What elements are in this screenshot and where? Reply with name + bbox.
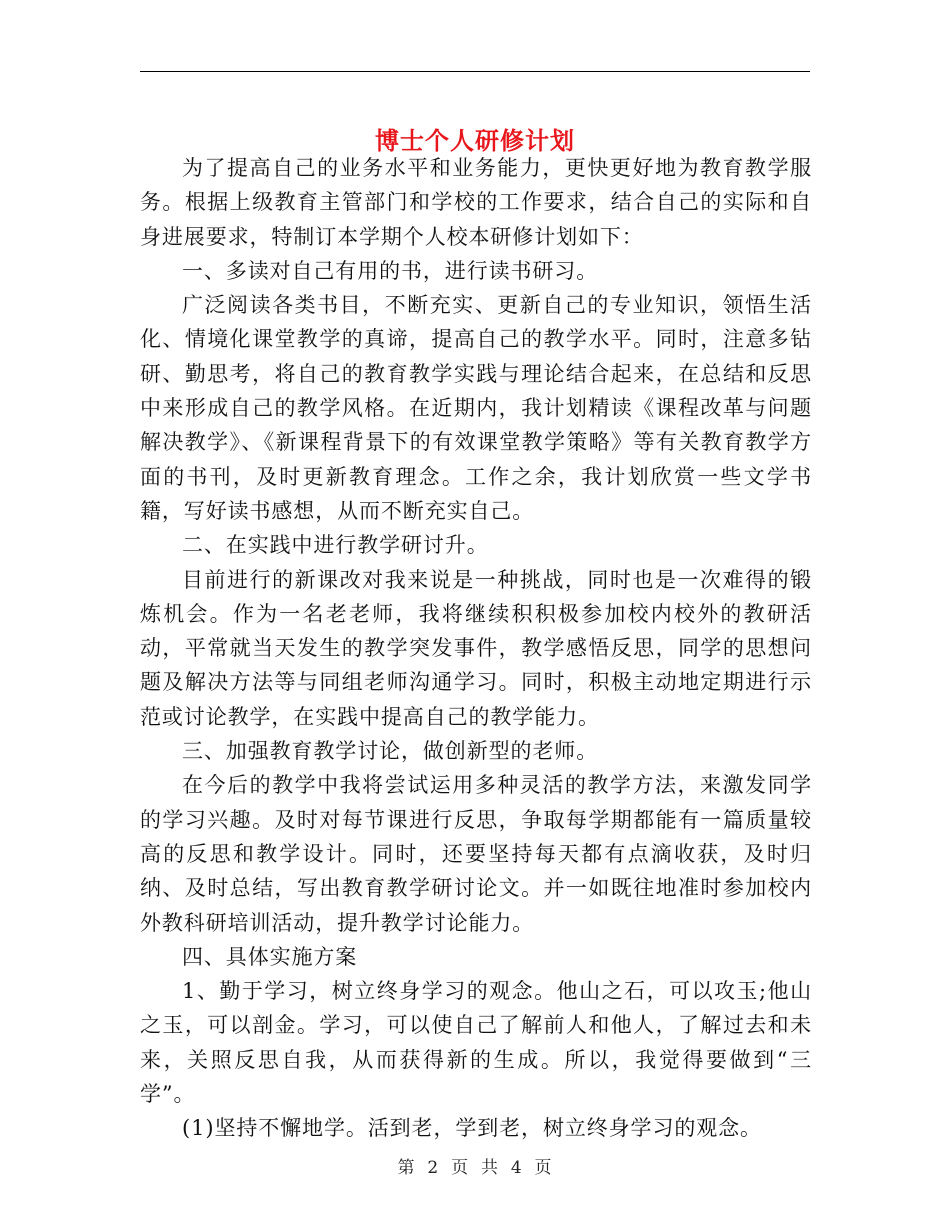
document-title: 博士个人研修计划 xyxy=(375,126,575,156)
paragraph-practice: 目前进行的新课改对我来说是一种挑战，同时也是一次难得的锻炼机会。作为一名老老师，我将继续积积极参加校内校外的教研活动，平常就当天发生的教学突发事件，教学感悟反思，同学的思想问题及解决方法等与同组老师沟通学习。同时，积极主动地定期进行示范或讨论教学，在实践中提高自己的教学能力。 xyxy=(140,567,812,729)
paragraph-reading: 广泛阅读各类书目，不断充实、更新自己的专业知识，领悟生活化、情境化课堂教学的真谛，提高自己的教学水平。同时，注意多钻研、勤思考，将自己的教育教学实践与理论结合起来，在总结和反思中来形成自己的教学风格。在近期内，我计划精读《课程改革与问题解决教学》、《新课程背景下的有效课堂教学策略》等有关教育教学方面的书刊，及时更新教育理念。工作之余，我计划欣赏一些文学书籍，写好读书感想，从而不断充实自己。 xyxy=(140,293,812,523)
section-heading-2: 二、在实践中进行教学研讨升。 xyxy=(182,533,489,558)
section-heading-4: 四、具体实施方案 xyxy=(182,944,358,969)
page-footer xyxy=(0,1153,950,1178)
document-body xyxy=(140,151,812,1146)
paragraph-research: 在今后的教学中我将尝试运用多种灵活的教学方法，来激发同学的学习兴趣。及时对每节课进行反思，争取每学期都能有一篇质量较高的反思和教学设计。同时，还要坚持每天都有点滴收获，及时归纳、及时总结，写出教育教学研讨论文。并一如既往地准时参加校内外教科研培训活动，提升教学讨论能力。 xyxy=(140,773,812,935)
footer-page-current: 2 xyxy=(427,1158,440,1178)
header-rule xyxy=(140,71,810,72)
section-heading-1: 一、多读对自己有用的书，进行读书研习。 xyxy=(182,258,599,283)
footer-mid2: 共 xyxy=(480,1158,499,1178)
footer-page-total: 4 xyxy=(510,1158,523,1178)
paragraph-plan-1-1: (1)坚持不懈地学。活到老，学到老，树立终身学习的观念。 xyxy=(182,1116,762,1141)
section-heading-3: 三、加强教育教学讨论，做创新型的老师。 xyxy=(182,739,599,764)
footer-suffix: 页 xyxy=(534,1158,553,1178)
footer-mid1: 页 xyxy=(451,1158,470,1178)
footer-prefix: 第 xyxy=(397,1158,416,1178)
paragraph-plan-1: 1、勤于学习，树立终身学习的观念。他山之石，可以攻玉;他山之玉，可以剖金。学习，可以使自己了解前人和他人，了解过去和未来，关照反思自我，从而获得新的生成。所以，我觉得要做到“三学”。 xyxy=(140,979,812,1107)
paragraph-intro: 为了提高自己的业务水平和业务能力，更快更好地为教育教学服务。根据上级教育主管部门和学校的工作要求，结合自己的实际和自身进展要求，特制订本学期个人校本研修计划如下： xyxy=(140,156,812,249)
